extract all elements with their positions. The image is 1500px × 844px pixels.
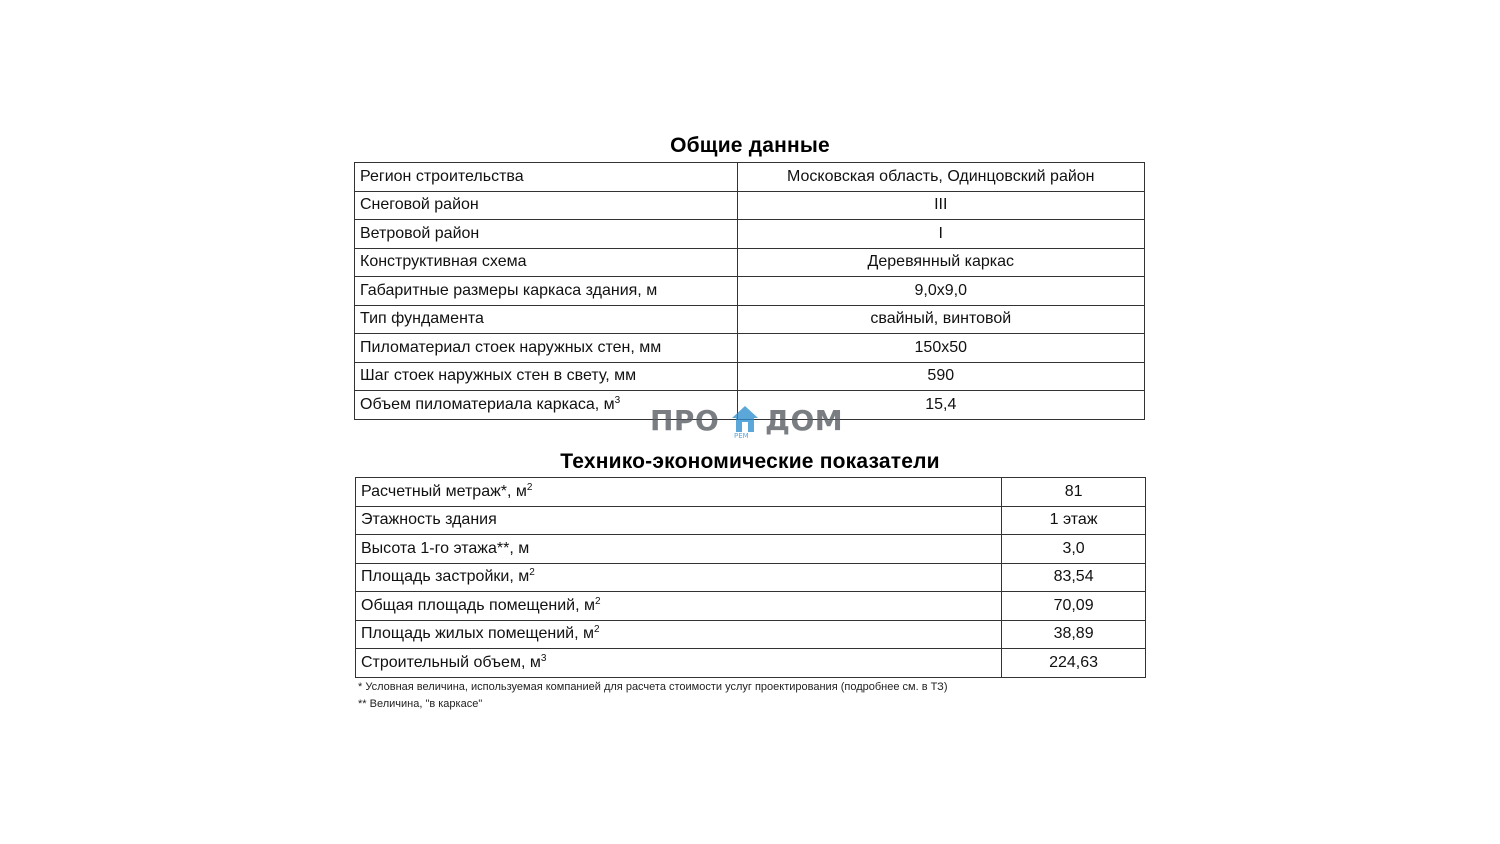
table-row	[356, 620, 1146, 649]
pro-dom-watermark-logo	[650, 402, 850, 442]
row-label: Ветровой район	[355, 220, 738, 249]
table-row	[356, 506, 1146, 535]
row-value: 70,09	[1002, 592, 1146, 621]
table-row	[355, 362, 1145, 391]
row-label: Регион строительства	[355, 163, 738, 192]
table-row	[355, 334, 1145, 363]
row-value: 3,0	[1002, 535, 1146, 564]
table-row	[356, 535, 1146, 564]
row-value: III	[737, 191, 1144, 220]
row-value: Деревянный каркас	[737, 248, 1144, 277]
row-label-text: Строительный объем, м	[361, 653, 541, 671]
tech-indicators-title: Технико-экономические показатели	[560, 450, 940, 473]
row-label	[356, 620, 1002, 649]
row-label: Высота 1-го этажа**, м	[356, 535, 1002, 564]
watermark-subtext: РЕМ	[734, 432, 749, 440]
row-label: Снеговой район	[355, 191, 738, 220]
row-value: I	[737, 220, 1144, 249]
unit-superscript: 2	[529, 567, 535, 579]
row-label: Пиломатериал стоек наружных стен, мм	[355, 334, 738, 363]
unit-superscript: 3	[614, 394, 621, 406]
row-label-text: Площадь жилых помещений, м	[361, 625, 594, 643]
table-row	[355, 277, 1145, 306]
row-label: Тип фундамента	[355, 305, 738, 334]
tech-indicators-table	[355, 477, 1146, 678]
row-value: 1 этаж	[1002, 506, 1146, 535]
row-value: Московская область, Одинцовский район	[737, 163, 1144, 192]
unit-superscript: 2	[593, 624, 600, 636]
table-row	[355, 191, 1145, 220]
general-data-title: Общие данные	[670, 134, 830, 157]
row-value: 150x50	[737, 334, 1144, 363]
table-row	[356, 592, 1146, 621]
row-label-text: Общая площадь помещений, м	[361, 596, 595, 614]
table-row	[355, 163, 1145, 192]
watermark-left-text: ПРО	[650, 404, 720, 437]
footnote: * Условная величина, используемая компанией для расчета стоимости услуг проектирования (подробнее см. в ТЗ)	[358, 681, 948, 693]
row-label	[356, 649, 1002, 678]
table-row	[355, 220, 1145, 249]
unit-superscript: 3	[540, 652, 547, 664]
row-label-text: Объем пиломатериала каркаса, м	[360, 395, 615, 413]
row-value: 15,4	[737, 391, 1144, 420]
watermark-right-text: ДОМ	[765, 404, 844, 437]
table-row	[356, 478, 1146, 507]
row-value: 38,89	[1002, 620, 1146, 649]
row-label	[356, 592, 1002, 621]
row-value: 9,0x9,0	[737, 277, 1144, 306]
row-label: Конструктивная схема	[355, 248, 738, 277]
row-label: Габаритные размеры каркаса здания, м	[355, 277, 738, 306]
row-label: Шаг стоек наружных стен в свету, мм	[355, 362, 738, 391]
general-data-table	[354, 162, 1145, 420]
footnote: ** Величина, "в каркасе"	[358, 698, 483, 710]
footnotes	[358, 679, 948, 713]
row-value: 224,63	[1002, 649, 1146, 678]
row-value: свайный, винтовой	[737, 305, 1144, 334]
table-row	[355, 248, 1145, 277]
row-label-text: Площадь застройки, м	[361, 568, 530, 586]
table-row	[356, 649, 1146, 678]
table-row	[355, 305, 1145, 334]
table-row	[356, 563, 1146, 592]
unit-superscript: 2	[594, 595, 601, 607]
row-label	[356, 478, 1002, 507]
row-label: Этажность здания	[356, 506, 1002, 535]
row-value: 590	[737, 362, 1144, 391]
row-label-text: Расчетный метраж*, м	[361, 482, 527, 500]
row-value: 81	[1002, 478, 1146, 507]
row-label	[356, 563, 1002, 592]
unit-superscript: 2	[526, 481, 533, 493]
row-value: 83,54	[1002, 563, 1146, 592]
